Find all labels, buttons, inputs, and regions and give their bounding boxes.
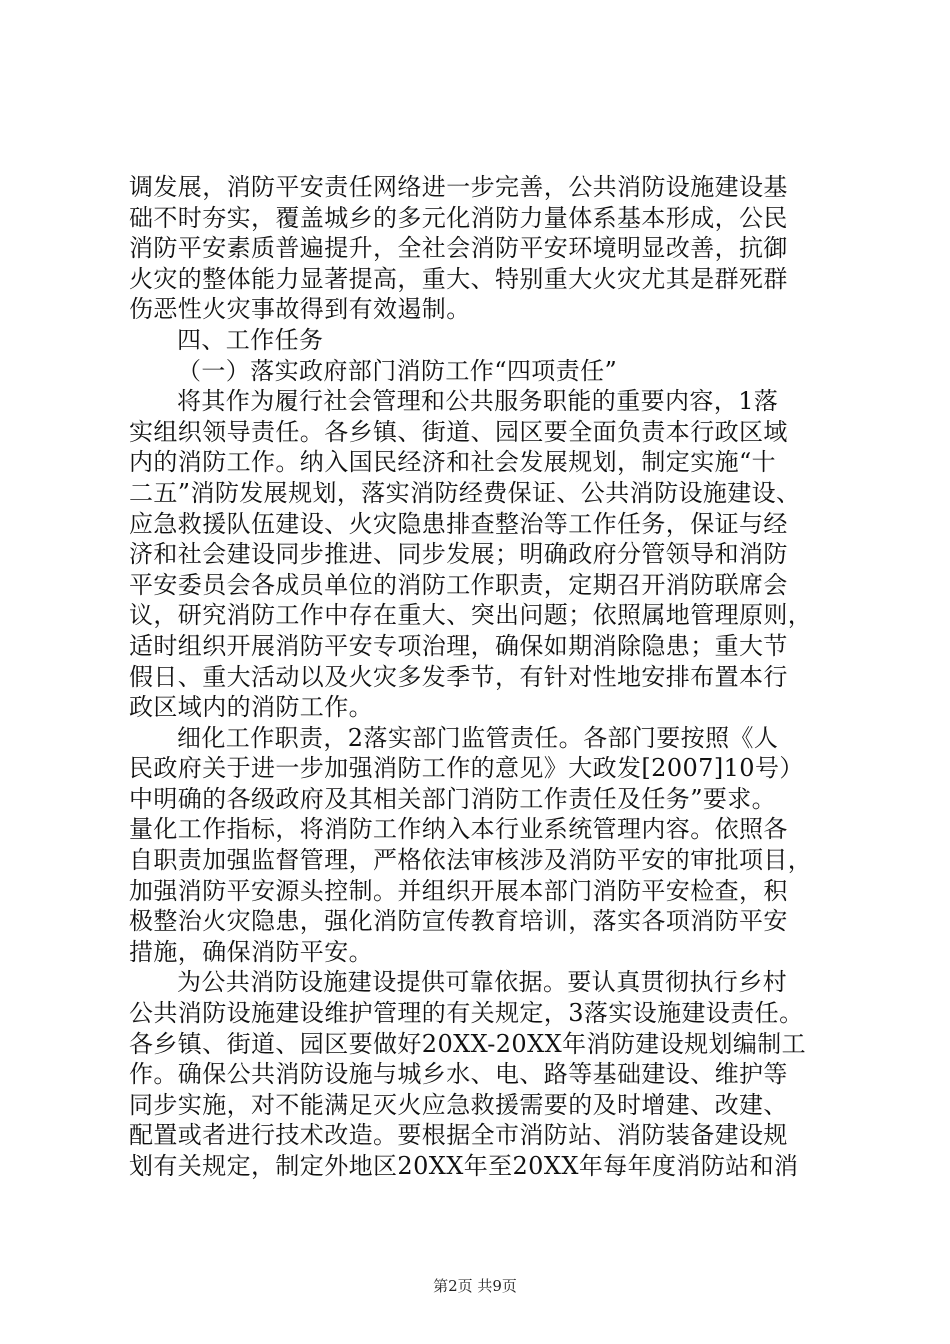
text-line: 二五”消防发展规划，落实消防经费保证、公共消防设施建设、	[129, 478, 801, 507]
text-line: 政区域内的消防工作。	[129, 693, 373, 722]
text-line: 实组织领导责任。各乡镇、街道、园区要全面负责本行政区域	[129, 417, 788, 446]
text-line: 划有关规定，制定外地区20XX年至20XX年每年度消防站和消	[129, 1152, 799, 1180]
page-number-footer: 第2页 共9页	[433, 1277, 517, 1295]
text-line: 民政府关于进一步加强消防工作的意见》大政发[2007]10号）	[129, 754, 804, 783]
text-line: 内的消防工作。纳入国民经济和社会发展规划，制定实施“十	[129, 448, 777, 477]
text-line: 作。确保公共消防设施与城乡水、电、路等基础建设、维护等	[129, 1060, 788, 1089]
text-line: 议，研究消防工作中存在重大、突出问题；依照属地管理原则，	[129, 601, 813, 630]
text-line: 量化工作指标，将消防工作纳入本行业系统管理内容。依照各	[129, 815, 788, 844]
text-line: 消防平安素质普遍提升，全社会消防平安环境明显改善，抗御	[129, 234, 788, 263]
paragraph-start: 细化工作职责，2落实部门监管责任。各部门要按照《人	[177, 723, 779, 752]
text-line: 加强消防平安源头控制。并组织开展本部门消防平安检查，积	[129, 876, 788, 905]
text-line: 假日、重大活动以及火灾多发季节，有针对性地安排布置本行	[129, 662, 788, 691]
text-line: 济和社会建设同步推进、同步发展；明确政府分管领导和消防	[129, 540, 788, 569]
text-line: 各乡镇、街道、园区要做好20XX-20XX年消防建设规划编制工	[129, 1029, 807, 1058]
subsection-heading: （一）落实政府部门消防工作“四项责任”	[177, 356, 618, 385]
text-line: 公共消防设施建设维护管理的有关规定，3落实设施建设责任。	[129, 999, 804, 1028]
text-line: 伤恶性火灾事故得到有效遏制。	[129, 295, 471, 324]
paragraph-start: 为公共消防设施建设提供可靠依据。要认真贯彻执行乡村	[177, 968, 787, 997]
text-line: 平安委员会各成员单位的消防工作职责，定期召开消防联席会	[129, 570, 788, 599]
text-line: 自职责加强监督管理，严格依法审核涉及消防平安的审批项目，	[129, 846, 813, 875]
text-line: 火灾的整体能力显著提高，重大、特别重大火灾尤其是群死群	[129, 264, 788, 293]
text-line: 配置或者进行技术改造。要根据全市消防站、消防装备建设规	[129, 1121, 788, 1150]
text-line: 中明确的各级政府及其相关部门消防工作责任及任务”要求。	[129, 784, 777, 813]
text-line: 应急救援队伍建设、火灾隐患排查整治等工作任务，保证与经	[129, 509, 788, 538]
section-heading: 四、工作任务	[177, 325, 324, 354]
text-line: 极整治火灾隐患，强化消防宣传教育培训，落实各项消防平安	[129, 907, 788, 936]
paragraph-start: 将其作为履行社会管理和公共服务职能的重要内容，1落	[177, 387, 779, 416]
text-line: 础不时夯实，覆盖城乡的多元化消防力量体系基本形成，公民	[129, 203, 788, 232]
document-body	[129, 172, 829, 1182]
text-line: 措施，确保消防平安。	[129, 937, 373, 966]
text-line: 调发展，消防平安责任网络进一步完善，公共消防设施建设基	[129, 173, 788, 201]
text-line: 适时组织开展消防平安专项治理，确保如期消除隐患；重大节	[129, 631, 788, 660]
text-line: 同步实施，对不能满足灭火应急救援需要的及时增建、改建、	[129, 1090, 788, 1119]
